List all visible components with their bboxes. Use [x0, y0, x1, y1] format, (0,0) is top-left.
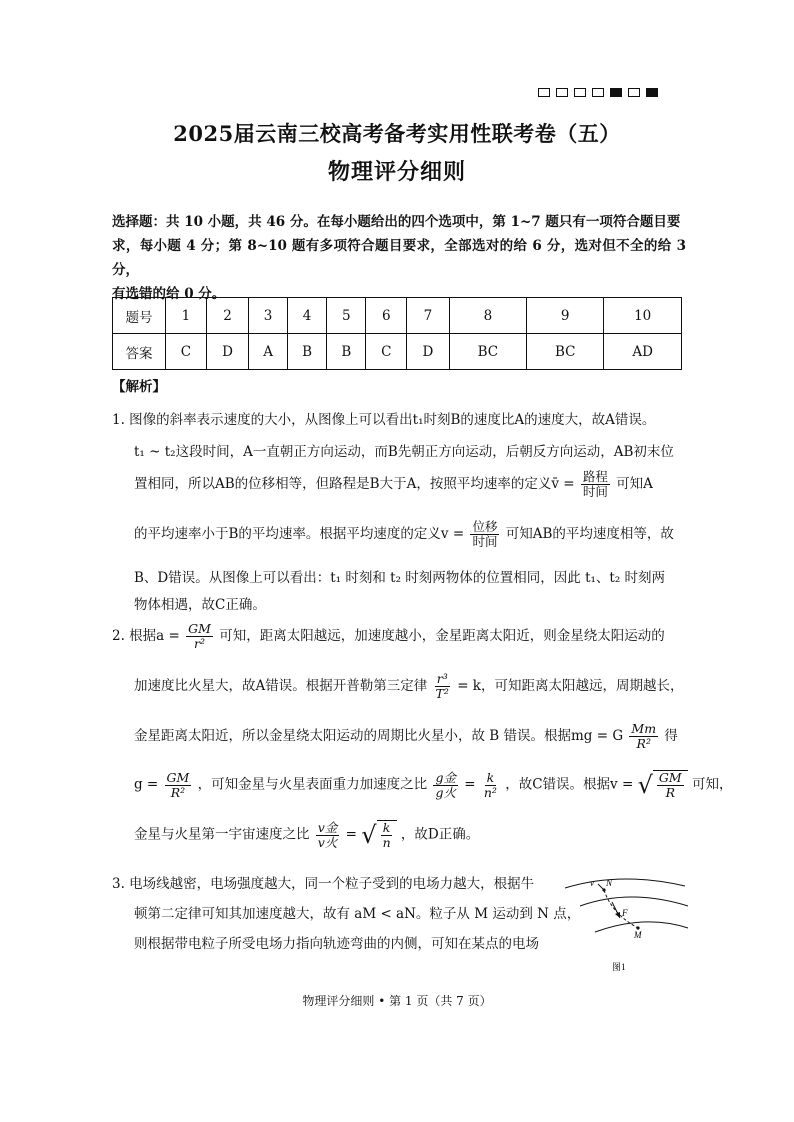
intro-line: 有选错的给 0 分。 [112, 286, 226, 302]
q1-line [134, 520, 674, 549]
analysis-heading: 【解析】 [112, 379, 166, 395]
q2-line [112, 622, 665, 651]
fraction-numerator: GM [166, 769, 190, 785]
q2-line [134, 820, 479, 850]
exam-title: 2025届云南三校高考备考实用性联考卷（五） [173, 121, 621, 146]
code-box [592, 88, 604, 97]
q1-line: 物体相遇，故C正确。 [134, 597, 266, 613]
fraction [470, 520, 499, 549]
fraction-denominator: R² [636, 736, 651, 751]
question-number-cell: 10 [604, 298, 682, 334]
fraction-denominator: n² [483, 784, 497, 800]
fraction [316, 821, 340, 850]
fraction-numerator: r³ [436, 671, 448, 686]
q2-text: = k，可知距离太阳越远，周期越长， [457, 678, 684, 694]
q1-line: 1. 图像的斜率表示速度的大小，从图像上可以看出t₁时刻B的速度比A的速度大，故A错误。 [112, 412, 656, 428]
question-number-cell: 4 [287, 298, 326, 334]
q2-text: g = [134, 776, 159, 793]
code-box [574, 88, 586, 97]
answer-cell: D [206, 334, 249, 370]
q2-text: ，可知金星与火星表面重力加速度之比 [197, 776, 428, 793]
code-box [646, 88, 658, 97]
fraction-numerator: 位移 [472, 519, 498, 534]
fraction-denominator: v火 [317, 834, 338, 850]
q1-line [134, 470, 653, 499]
fraction-denominator: g火 [435, 784, 456, 800]
fraction-denominator: R² [170, 784, 186, 800]
question-number-cell: 3 [249, 298, 288, 334]
label-m: M [634, 930, 642, 940]
row-header: 题号 [113, 298, 166, 334]
q2-line [134, 672, 684, 701]
figure-caption: 图1 [612, 962, 626, 972]
field-line [580, 897, 688, 906]
q1-text: 的平均速率小于B的平均速率。根据平均速度的定义v = [134, 526, 465, 542]
answer-cell: B [287, 334, 326, 370]
q2-text: 得 [664, 728, 678, 744]
fraction [657, 771, 684, 800]
square-root [638, 770, 688, 800]
q1-text: 置相同，所以AB的位移相等，但路程是B大于A，按照平均速率的定义v̄ = [134, 476, 575, 492]
question-number-cell: 1 [166, 298, 207, 334]
fraction [434, 672, 451, 701]
field-line [595, 922, 688, 932]
q2-text: 2. 根据a = [112, 628, 180, 644]
answer-cell: BC [527, 334, 604, 370]
exam-subtitle: 物理评分细则 [327, 159, 466, 185]
code-box [538, 88, 550, 97]
fraction [186, 622, 213, 651]
fraction [165, 771, 192, 800]
fraction-denominator: 时间 [472, 534, 498, 549]
intro-line: 选择题：共 10 小题，共 46 分。在每小题给出的四个选项中，第 1~7 题只有一项符合题目要 [112, 214, 681, 230]
fraction-numerator: 路程 [582, 469, 608, 484]
answer-cell: C [366, 334, 407, 370]
fraction-numerator: GM [188, 621, 211, 636]
page-footer: 物理评分细则 • 第 1 页（共 7 页） [302, 994, 492, 1008]
q2-text: 可知， [691, 776, 733, 793]
question-number-cell: 2 [206, 298, 249, 334]
fraction-numerator: g金 [435, 769, 456, 785]
q2-line [134, 770, 732, 800]
fraction [381, 821, 393, 850]
question-number-row [113, 298, 682, 334]
q1-line: t₁ ~ t₂这段时间，A一直朝正方向运动，而B先朝正方向运动，后朝反方向运动，AB初末位 [134, 444, 674, 460]
document-code-boxes [538, 88, 658, 97]
fraction [482, 771, 499, 800]
fraction-numerator: k [486, 769, 495, 785]
answer-cell: C [166, 334, 207, 370]
question-number-cell: 5 [327, 298, 366, 334]
fraction [629, 722, 658, 751]
field-line [565, 879, 685, 888]
q1-text: 可知AB的平均速度相等，故 [505, 526, 674, 542]
code-box [628, 88, 640, 97]
radical-sign: √ [361, 821, 377, 849]
fraction-numerator: k [382, 820, 391, 835]
code-box [556, 88, 568, 97]
q2-text: = [345, 826, 357, 843]
intro-line: 求，每小题 4 分；第 8~10 题有多项符合题目要求，全部选对的给 6 分，选对但不全的给 3 分， [112, 238, 686, 278]
fraction-denominator: r² [194, 636, 206, 651]
fraction-denominator: n [382, 835, 391, 850]
answer-cell: BC [449, 334, 526, 370]
code-box [610, 88, 622, 97]
answer-table [112, 297, 682, 370]
particle-trajectory [604, 890, 638, 928]
answer-cell: B [327, 334, 366, 370]
answer-row [113, 334, 682, 370]
q2-text: = [464, 776, 476, 793]
fraction [433, 771, 458, 800]
q2-line [134, 722, 678, 751]
q2-text: ，故C错误。根据v = [505, 776, 634, 793]
answer-cell: A [249, 334, 288, 370]
label-v: v [590, 878, 594, 888]
question-number-cell: 7 [407, 298, 450, 334]
point-n [602, 888, 605, 891]
q3-line: 3. 电场线越密，电场强度越大，同一个粒子受到的电场力越大，根据牛 [112, 876, 535, 892]
multiple-choice-instructions [112, 210, 686, 306]
q3-line: 顿第二定律可知其加速度越大，故有 aM < aN。粒子从 M 运动到 N 点， [134, 906, 581, 922]
fraction [581, 470, 610, 499]
fraction-numerator: GM [658, 770, 682, 785]
q1-text: 可知A [616, 476, 653, 492]
radical-sign: √ [637, 771, 653, 799]
q2-text: 金星距离太阳近，所以金星绕太阳运动的周期比火星小，故 B 错误。根据mg = G [134, 728, 624, 744]
q1-line: B、D错误。从图像上可以看出：t₁ 时刻和 t₂ 时刻两物体的位置相同，因此 t₁、t₂ 时刻两 [134, 570, 666, 586]
q2-text: 可知，距离太阳越远，加速度越小，金星距离太阳近，则金星绕太阳运动的 [219, 628, 665, 644]
q3-line: 则根据带电粒子所受电场力指向轨迹弯曲的内侧，可知在某点的电场 [134, 936, 539, 952]
fraction-numerator: Mm [631, 721, 657, 736]
q2-text: 金星与火星第一宇宙速度之比 [134, 826, 310, 843]
fraction-denominator: T² [435, 686, 449, 701]
fraction-denominator: R [665, 785, 675, 800]
answer-cell: AD [604, 334, 682, 370]
answer-cell: D [407, 334, 450, 370]
square-root [361, 820, 396, 850]
fraction-numerator: v金 [317, 819, 338, 835]
question-number-cell: 9 [527, 298, 604, 334]
question-number-cell: 8 [449, 298, 526, 334]
q2-text: ，故D正确。 [400, 826, 480, 843]
label-n: N [606, 878, 613, 888]
question-number-cell: 6 [366, 298, 407, 334]
q2-text: 加速度比火星大，故A错误。根据开普勒第三定律 [134, 678, 428, 694]
label-f: F [622, 908, 628, 918]
row-header: 答案 [113, 334, 166, 370]
fraction-denominator: 时间 [582, 484, 608, 499]
electric-field-figure [560, 866, 690, 976]
